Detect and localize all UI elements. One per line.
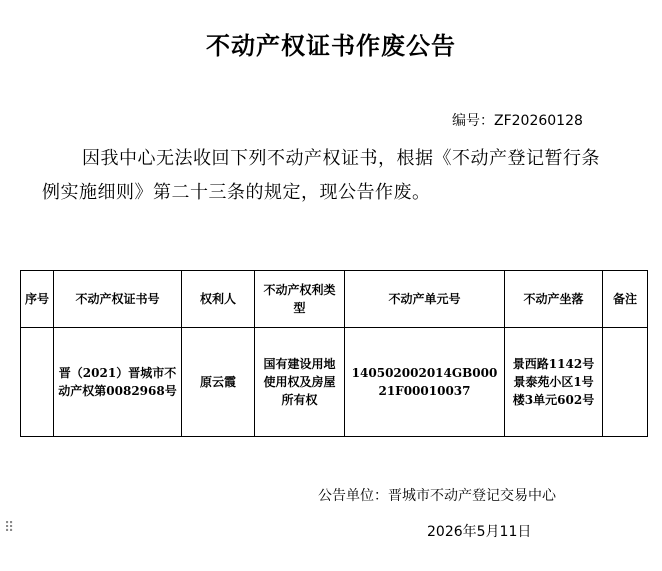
cell-location: 景西路1142号景泰苑小区1号楼3单元602号 bbox=[505, 328, 603, 437]
header-remark: 备注 bbox=[603, 271, 648, 328]
table-row bbox=[21, 328, 648, 437]
header-right-type: 不动产权利类型 bbox=[255, 271, 345, 328]
header-cert-no: 不动产权证书号 bbox=[54, 271, 182, 328]
notice-date: 2026年5月11日 bbox=[427, 524, 532, 540]
notice-body: 因我中心无法收回下列不动产权证书，根据《不动产登记暂行条例实施细则》第二十三条的规定，现公告作废。 bbox=[42, 148, 600, 203]
header-location: 不动产坐落 bbox=[505, 271, 603, 328]
cell-cert-no: 晋（2021）晋城市不动产权第0082968号 bbox=[54, 328, 182, 437]
header-seq: 序号 bbox=[21, 271, 54, 328]
cell-seq bbox=[21, 328, 54, 437]
certificate-table bbox=[20, 270, 648, 437]
table-header-row bbox=[21, 271, 648, 328]
cell-right-type: 国有建设用地使用权及房屋所有权 bbox=[255, 328, 345, 437]
cell-remark bbox=[603, 328, 648, 437]
header-owner: 权利人 bbox=[182, 271, 255, 328]
issuing-unit: 公告单位：晋城市不动产登记交易中心 bbox=[318, 488, 556, 504]
notice-title: 不动产权证书作废公告 bbox=[206, 31, 456, 60]
cell-owner: 原云霞 bbox=[182, 328, 255, 437]
cell-unit-no: 140502002014GB00021F00010037 bbox=[345, 328, 505, 437]
reference-number: 编号：ZF20260128 bbox=[452, 113, 583, 129]
drag-handle-icon[interactable]: ⠿ bbox=[4, 520, 15, 536]
header-unit-no: 不动产单元号 bbox=[345, 271, 505, 328]
